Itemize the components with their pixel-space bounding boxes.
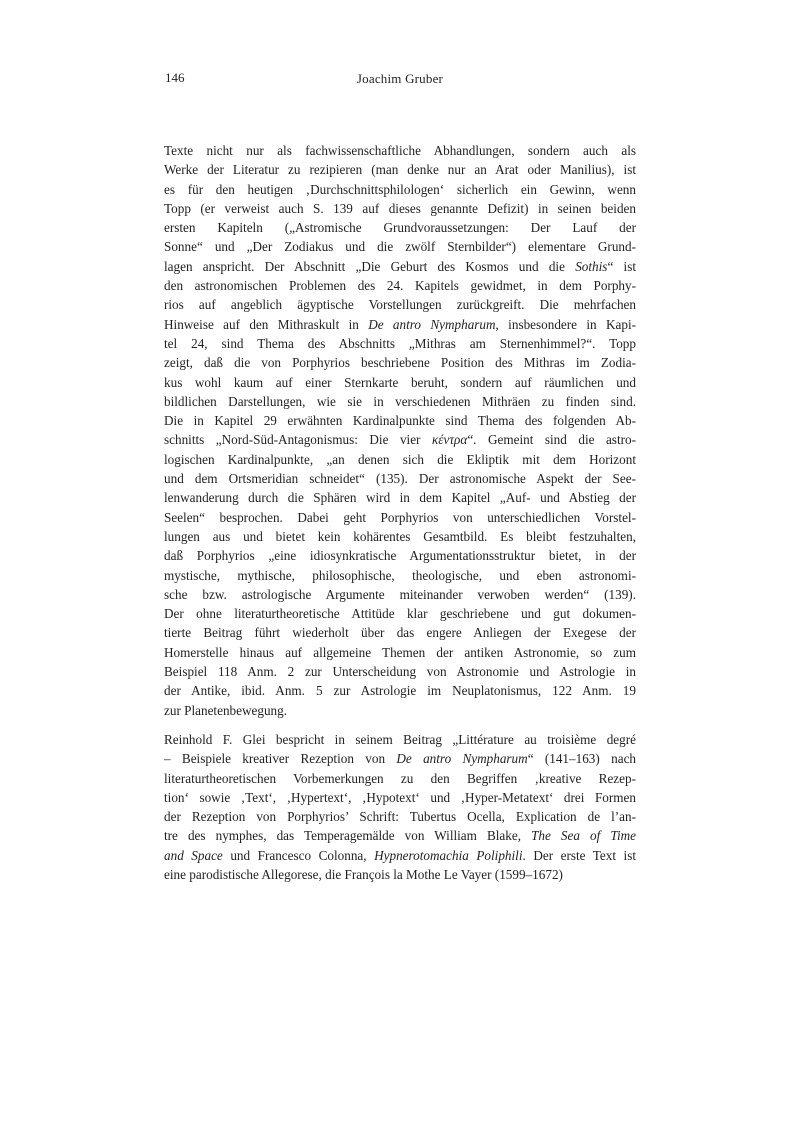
text-line (164, 749, 636, 768)
text-run: und dem Ortsmeridian schneidet“ (135). Der astronomische Aspekt der See- (164, 471, 636, 487)
text-run: , insbesondere in Kapi- (495, 316, 636, 332)
text-line (164, 373, 636, 392)
text-line (164, 681, 636, 700)
text-line (164, 604, 636, 623)
text-line (164, 730, 636, 749)
text-run: zur Planetenbewegung. (164, 702, 288, 718)
text-line (164, 450, 636, 469)
page-number: 146 (165, 70, 185, 85)
text-run: daß Porphyrios „eine idiosynkratische Argumentationsstruktur bietet, in der (164, 548, 636, 564)
text-run: bildlichen Darstellungen, wie sie in verschiedenen Mithräen zu finden sind. (164, 393, 636, 409)
text-run: tierte Beitrag führt wiederholt über das engere Anliegen der Exegese der (164, 625, 636, 641)
text-run: rios auf angeblich ägyptische Vorstellungen zurückgreift. Die mehrfachen (164, 297, 636, 313)
text-run: lungen aus und bietet kein kohärentes Gesamtbild. Es bleibt festzuhalten, (164, 528, 636, 544)
text-run: mystische, mythische, philosophische, theologische, und eben astronomi- (164, 567, 636, 583)
text-line (164, 788, 636, 807)
text-run: der Antike, ibid. Anm. 5 zur Astrologie im Neuplatonismus, 122 Anm. 19 (164, 683, 636, 699)
text-line (164, 353, 636, 372)
text-run: Reinhold F. Glei bespricht in seinem Beitrag „Littérature au troisième degré (164, 731, 636, 747)
text-line (164, 430, 636, 449)
text-run: lagen anspricht. Der Abschnitt „Die Geburt des Kosmos und die (164, 258, 576, 274)
text-run: der Rezeption von Porphyrios’ Schrift: Tubertus Ocella, Explication de l’an- (164, 809, 636, 825)
italic-text-run: Hypnerotomachia Poliphili (374, 847, 523, 863)
text-line (164, 199, 636, 218)
text-run: den astronomischen Problemen des 24. Kapitels gewidmet, in dem Porphy- (164, 278, 636, 294)
text-run: Homerstelle hinaus auf allgemeine Themen der antiken Astronomie, so zum (164, 644, 636, 660)
text-run: literaturtheoretischen Vorbemerkungen zu den Begriffen ‚kreative Rezep- (164, 770, 636, 786)
page-header (164, 70, 636, 88)
text-line (164, 546, 636, 565)
paragraph (164, 730, 636, 884)
text-line (164, 295, 636, 314)
text-line (164, 662, 636, 681)
text-line (164, 585, 636, 604)
italic-text-run: κέντρα (431, 432, 468, 448)
italic-text-run: The Sea of Time (531, 828, 636, 844)
text-line (164, 180, 636, 199)
text-run: logischen Kardinalpunkte, „an denen sich die Ekliptik mit dem Horizont (164, 451, 636, 467)
text-run: es für den heutigen ‚Durchschnittsphilologen‘ sicherlich ein Gewinn, wenn (164, 181, 636, 197)
text-run: Seelen“ besprochen. Dabei geht Porphyrios von unterschiedlichen Vorstel- (164, 509, 636, 525)
text-line (164, 846, 636, 865)
text-run: tre des nymphes, das Temperagemälde von William Blake, (164, 828, 532, 844)
text-line (164, 508, 636, 527)
text-run: Beispiel 118 Anm. 2 zur Unterscheidung von Astronomie und Astrologie in (164, 664, 636, 680)
italic-text-run: De antro Nympharum (368, 316, 496, 332)
text-line (164, 527, 636, 546)
italic-text-run: De antro Nympharum (396, 751, 528, 767)
text-run: Topp (er verweist auch S. 139 auf dieses genannte Defizit) in seinen beiden (164, 200, 636, 216)
text-line (164, 826, 636, 845)
text-line (164, 392, 636, 411)
text-run: Texte nicht nur als fachwissenschaftliche Abhandlungen, sondern auch als (164, 143, 636, 158)
text-run: schnitts „Nord-Süd-Antagonismus: Die vier (164, 432, 432, 448)
text-line (164, 807, 636, 826)
running-head: Joachim Gruber (356, 71, 444, 86)
text-line (164, 469, 636, 488)
italic-text-run: Sothis (575, 258, 608, 274)
text-line (164, 315, 636, 334)
text-run: – Beispiele kreativer Rezeption von (164, 751, 397, 767)
text-run: Sonne“ und „Der Zodiakus und die zwölf Sternbilder“) elementare Grund- (164, 239, 636, 255)
text-line (164, 566, 636, 585)
text-line (164, 411, 636, 430)
text-run: “ ist (607, 258, 636, 274)
text-run: Die in Kapitel 29 erwähnten Kardinalpunkte sind Thema des folgenden Ab- (164, 413, 636, 429)
text-line (164, 141, 636, 160)
text-run: tion‘ sowie ‚Text‘, ‚Hypertext‘, ‚Hypotext‘ und ‚Hyper-Metatext‘ drei Formen (164, 789, 636, 805)
text-run: Hinweise auf den Mithraskult in (164, 316, 369, 332)
text-run: und Francesco Colonna, (222, 847, 375, 863)
text-run: Werke der Literatur zu rezipieren (man denke nur an Arat oder Manilius), ist (164, 162, 636, 178)
text-run: “ (141–163) nach (527, 751, 637, 767)
text-line (164, 865, 636, 884)
text-line (164, 643, 636, 662)
text-run: Der ohne literaturtheoretische Attitüde klar geschriebene und gut dokumen- (164, 606, 636, 622)
italic-text-run: and Space (164, 847, 223, 863)
text-line (164, 218, 636, 237)
text-line (164, 276, 636, 295)
text-run: lenwanderung durch die Sphären wird in dem Kapitel „Auf- und Abstieg der (164, 490, 636, 506)
text-run: “. Gemeint sind die astro- (467, 432, 636, 448)
text-line (164, 769, 636, 788)
text-line (164, 488, 636, 507)
text-line (164, 160, 636, 179)
text-run: ersten Kapiteln („Astromische Grundvoraussetzungen: Der Lauf der (164, 220, 636, 236)
paragraph (164, 141, 636, 720)
text-line (164, 623, 636, 642)
text-run: tel 24, sind Thema des Abschnitts „Mithras am Sternenhimmel?“. Topp (164, 335, 636, 351)
text-run: sche bzw. astrologische Argumente miteinander verwoben werden“ (139). (164, 586, 636, 602)
page-body (164, 141, 636, 884)
text-line (164, 257, 636, 276)
text-line (164, 237, 636, 256)
text-line (164, 334, 636, 353)
text-run: zeigt, daß die von Porphyrios beschriebene Position des Mithras im Zodia- (164, 355, 636, 371)
text-run: kus wohl kaum auf einer Sternkarte beruht, sondern auf räumlichen und (164, 374, 636, 390)
text-line (164, 701, 636, 720)
text-run: eine parodistische Allegorese, die François la Mothe Le Vayer (1599–1672) (164, 866, 563, 882)
text-run: . Der erste Text ist (522, 847, 636, 863)
